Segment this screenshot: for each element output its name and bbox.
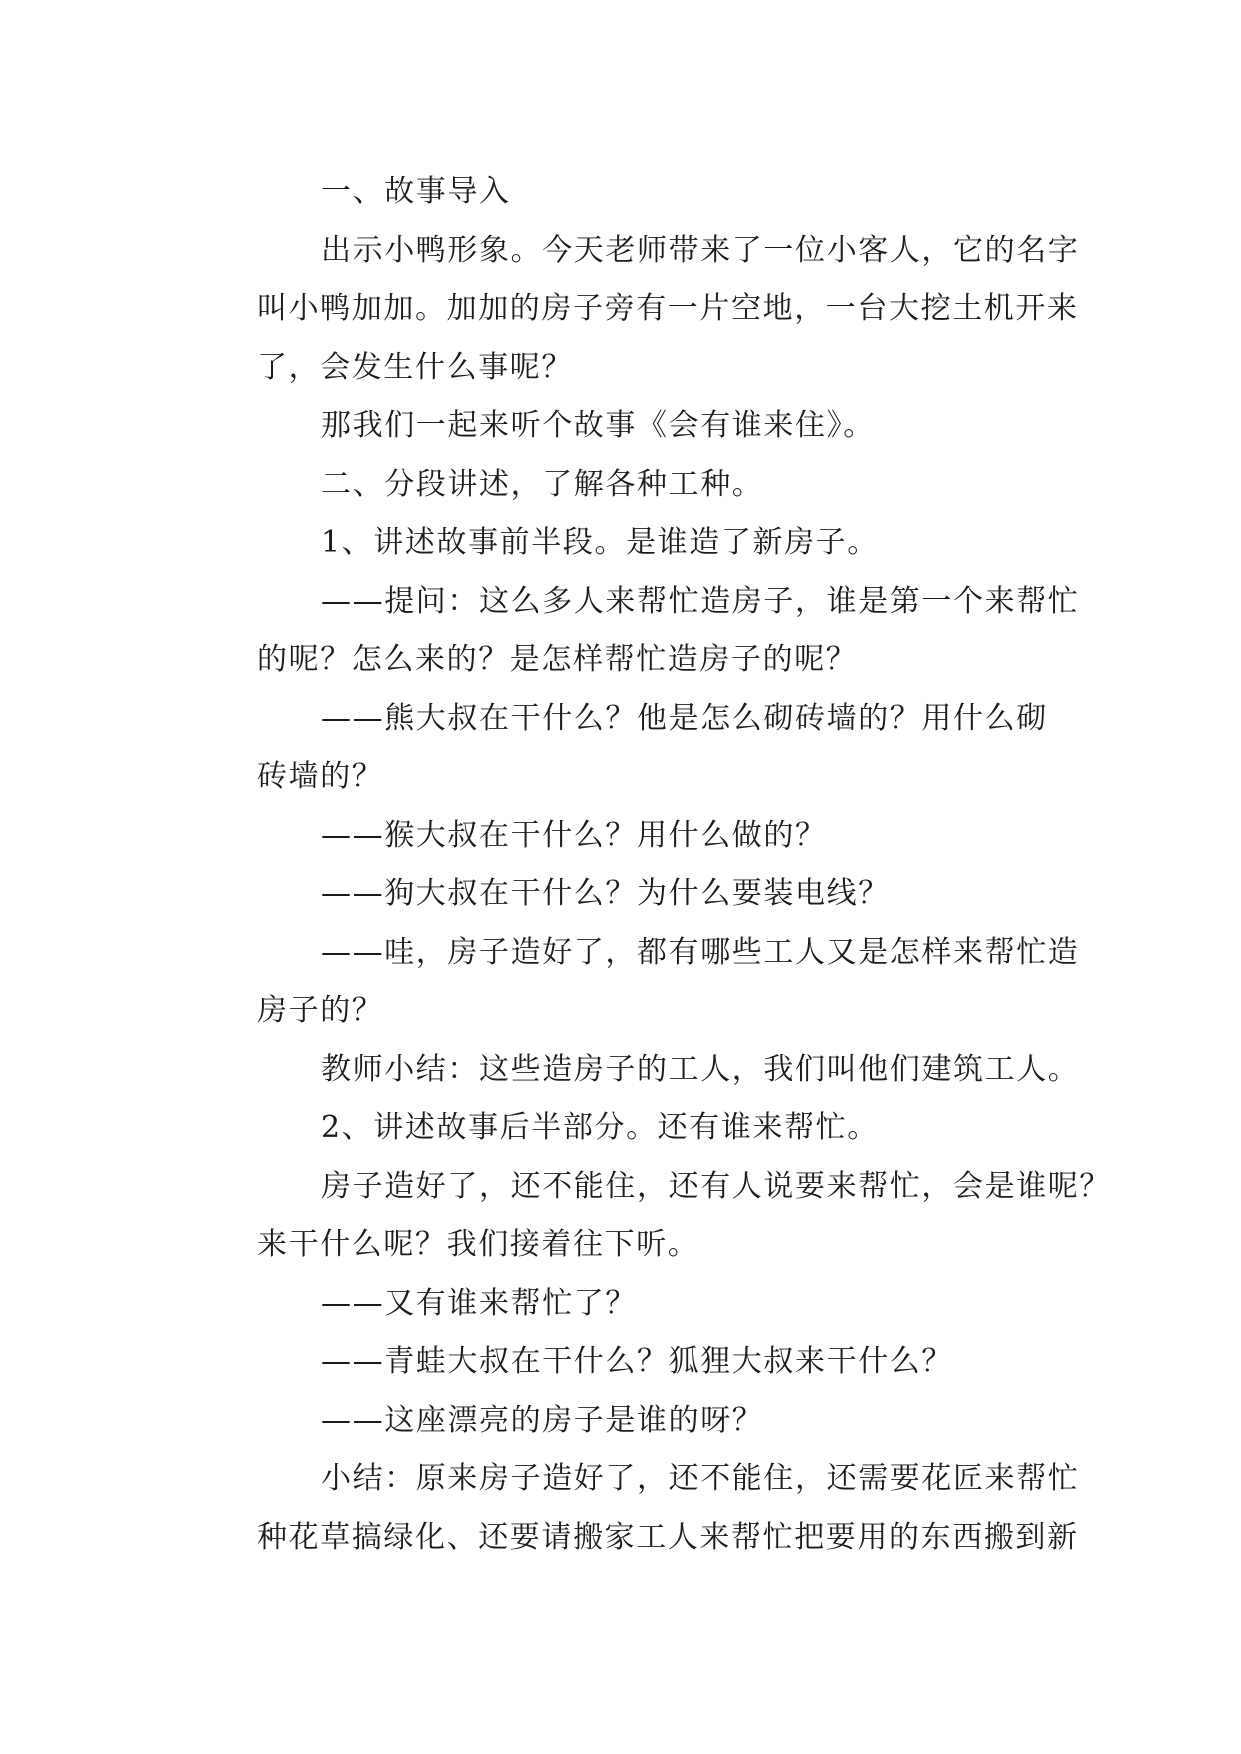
text-line: 2、讲述故事后半部分。还有谁来帮忙。 [321,1110,879,1145]
text-line: ——又有谁来帮忙了？ [321,1285,637,1321]
text-line: ——这座漂亮的房子是谁的呀？ [321,1402,764,1438]
question-dog-uncle [193,865,1073,924]
subheading-second-half [193,1099,1073,1158]
question-first-helper [193,573,1080,690]
section-heading-story-intro [193,163,1073,222]
text-line: 那我们一起来听个故事《会有谁来住》。 [321,408,875,443]
text-line: 小结：原来房子造好了，还不能住，还需要花匠来帮忙 [321,1461,1080,1496]
text-line: ——猴大叔在干什么？用什么做的？ [321,817,827,853]
text-line: ——狗大叔在干什么？为什么要装电线？ [321,876,890,911]
text-line: 出示小鸭形象。今天老师带来了一位小客人，它的名字 [321,232,1080,268]
subheading-first-half [193,514,1073,573]
text-line: 来干什么呢？我们接着往下听。 [257,1227,700,1262]
text-line: 砖墙的？ [257,759,384,794]
teacher-summary [193,1041,1080,1100]
paragraph-show-duckling [193,222,1080,398]
text-line: 房子造好了，还不能住，还有人说要来帮忙，会是谁呢？ [321,1168,1111,1204]
question-bear-uncle [193,690,1073,807]
question-house-finished [193,924,1080,1041]
text-line: 二、分段讲述，了解各种工种。 [321,466,764,502]
text-line: ——哇，房子造好了，都有哪些工人又是怎样来帮忙造 [321,934,1080,970]
text-line: 房子的？ [257,993,384,1028]
question-monkey-uncle [193,807,1073,866]
question-who-else-helps [193,1275,1073,1334]
question-frog-fox [193,1333,1073,1392]
paragraph-cannot-live-yet [193,1158,1111,1275]
text-line: 叫小鸭加加。加加的房子旁有一片空地，一台大挖土机开来 [257,291,1079,326]
text-line: 1、讲述故事前半段。是谁造了新房子。 [321,525,879,560]
text-line: 了，会发生什么事呢？ [257,349,573,385]
question-whose-house [193,1392,1073,1451]
text-line: 种花草搞绿化、还要请搬家工人来帮忙把要用的东西搬到新 [257,1519,1079,1555]
text-line: ——提问：这么多人来帮忙造房子，谁是第一个来帮忙 [321,583,1080,619]
section-heading-segmented-narration [193,456,1073,515]
document-body [193,163,1111,1567]
text-line: 教师小结：这些造房子的工人，我们叫他们建筑工人。 [321,1051,1080,1087]
text-line: 一、故事导入 [321,174,511,209]
text-line: ——青蛙大叔在干什么？狐狸大叔来干什么？ [321,1344,953,1379]
text-line: ——熊大叔在干什么？他是怎么砌砖墙的？用什么砌 [321,700,1048,736]
paragraph-listen-story [193,397,1073,456]
text-line: 的呢？怎么来的？是怎样帮忙造房子的呢？ [257,642,858,677]
summary-gardener-movers [193,1450,1080,1567]
